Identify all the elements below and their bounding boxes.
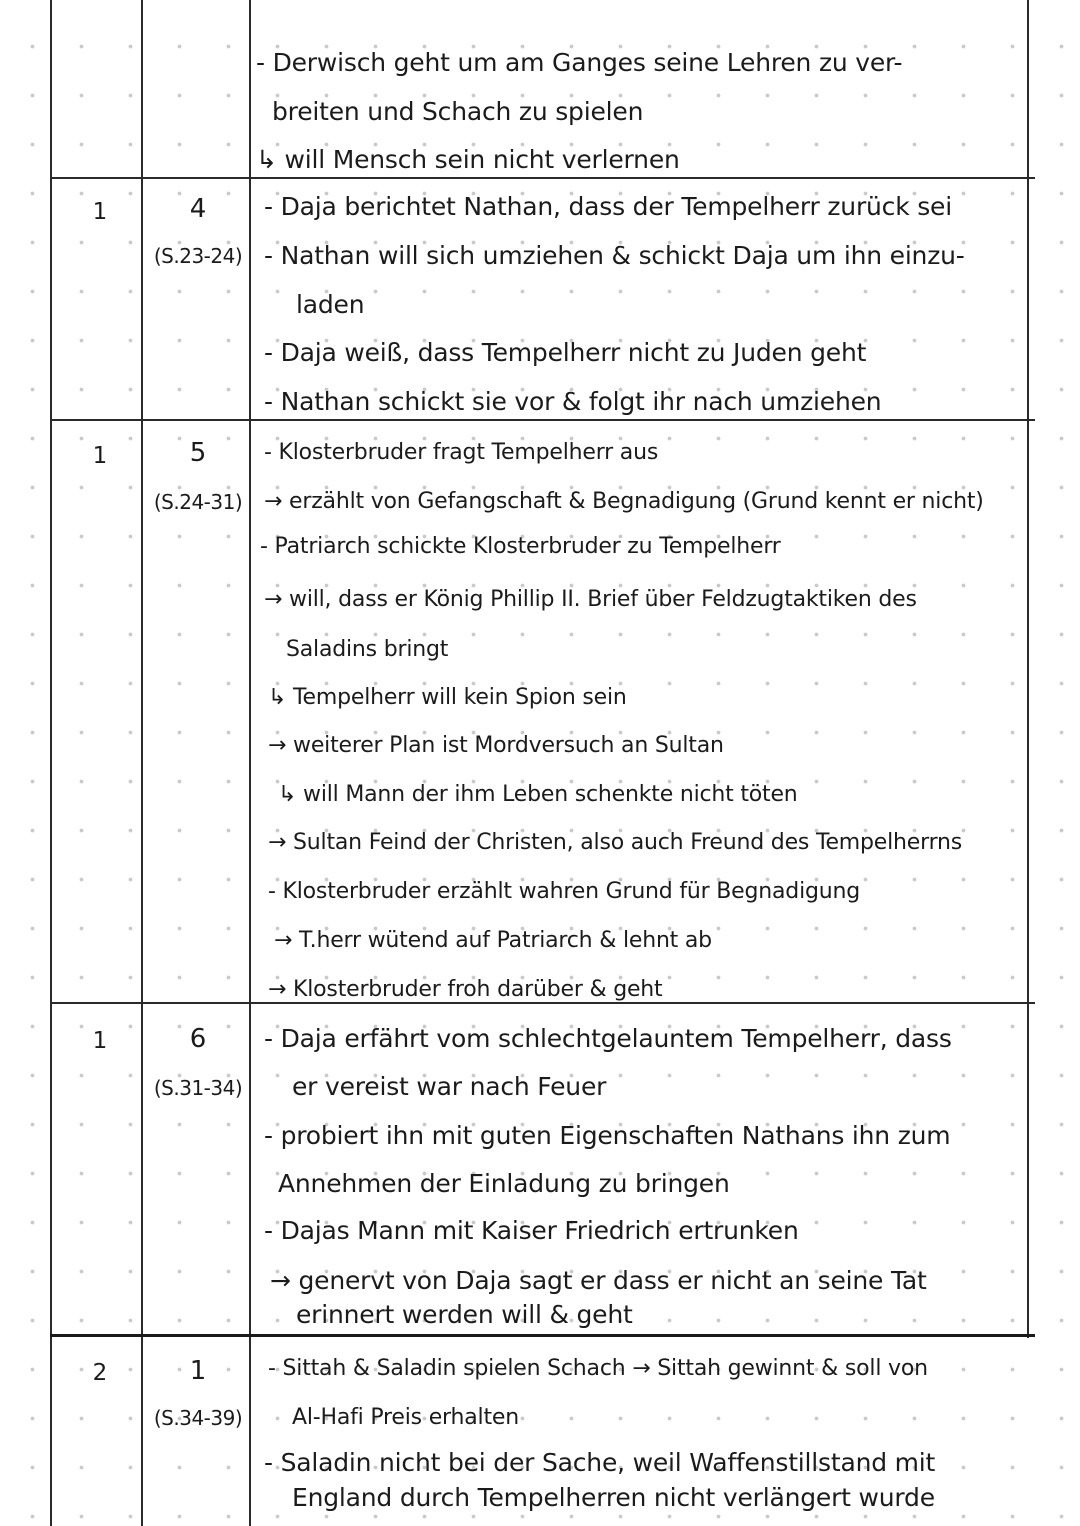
- summary-line: - Daja erfährt vom schlechtgelauntem Tempelherr, dass: [264, 1024, 952, 1053]
- act-number: 1: [92, 1028, 108, 1054]
- summary-line: → Klosterbruder froh darüber & geht: [268, 977, 663, 1002]
- page-range: (S.34-39): [153, 1406, 243, 1430]
- act-number: 2: [92, 1360, 108, 1386]
- page-range: (S.23-24): [153, 244, 243, 268]
- summary-line: ↳ Tempelherr will kein Spion sein: [268, 685, 627, 710]
- page-range: (S.24-31): [153, 490, 243, 514]
- summary-line: England durch Tempelherren nicht verlängert wurde: [292, 1483, 935, 1512]
- summary-line: - Nathan schickt sie vor & folgt ihr nach umziehen: [264, 387, 882, 416]
- column-divider-act: [141, 0, 143, 1526]
- act-number: 1: [92, 443, 108, 469]
- summary-line: laden: [296, 290, 365, 319]
- summary-line: Saladins bringt: [286, 637, 449, 662]
- summary-line: er vereist war nach Feuer: [292, 1072, 607, 1101]
- row-divider: [50, 1002, 1035, 1004]
- summary-line: ↳ will Mensch sein nicht verlernen: [256, 145, 680, 174]
- act-number: 1: [92, 199, 108, 225]
- summary-line: Annehmen der Einladung zu bringen: [278, 1169, 730, 1198]
- summary-line: - probiert ihn mit guten Eigenschaften Nathans ihn zum: [264, 1121, 951, 1150]
- summary-line: → Sultan Feind der Christen, also auch Freund des Tempelherrns: [268, 830, 963, 855]
- summary-line: → erzählt von Gefangschaft & Begnadigung (Grund kennt er nicht): [264, 489, 984, 514]
- summary-line: - Derwisch geht um am Ganges seine Lehren zu ver-: [256, 48, 903, 77]
- summary-line: ↳ will Mann der ihm Leben schenkte nicht töten: [278, 782, 798, 807]
- table-left-border: [50, 0, 52, 1526]
- page-range: (S.31-34): [153, 1076, 243, 1100]
- summary-line: - Nathan will sich umziehen & schickt Daja um ihn einzu-: [264, 241, 965, 270]
- summary-line: → will, dass er König Phillip II. Brief über Feldzugtaktiken des: [264, 587, 917, 612]
- row-divider: [50, 419, 1035, 421]
- summary-line: → T.herr wütend auf Patriarch & lehnt ab: [274, 928, 712, 953]
- summary-line: erinnert werden will & geht: [296, 1300, 633, 1329]
- summary-line: breiten und Schach zu spielen: [272, 97, 644, 126]
- summary-line: - Saladin nicht bei der Sache, weil Waffenstillstand mit: [264, 1448, 936, 1477]
- summary-line: Al-Hafi Preis erhalten: [292, 1405, 519, 1430]
- summary-line: → weiterer Plan ist Mordversuch an Sultan: [268, 733, 724, 758]
- column-divider-scene: [249, 0, 251, 1526]
- summary-line: - Klosterbruder fragt Tempelherr aus: [264, 440, 659, 465]
- summary-line: - Sittah & Saladin spielen Schach → Sittah gewinnt & soll von: [268, 1356, 928, 1381]
- summary-line: → genervt von Daja sagt er dass er nicht an seine Tat: [270, 1266, 927, 1295]
- summary-line: - Dajas Mann mit Kaiser Friedrich ertrunken: [264, 1216, 799, 1245]
- scene-number: 1: [189, 1356, 207, 1386]
- row-divider-act-boundary: [50, 1334, 1035, 1337]
- scene-number: 6: [189, 1024, 207, 1054]
- scene-number: 5: [189, 438, 207, 468]
- summary-line: - Daja weiß, dass Tempelherr nicht zu Juden geht: [264, 338, 867, 367]
- summary-line: - Patriarch schickte Klosterbruder zu Tempelherr: [260, 534, 781, 559]
- scene-number: 4: [189, 194, 207, 224]
- row-divider: [50, 177, 1035, 179]
- summary-line: - Klosterbruder erzählt wahren Grund für Begnadigung: [268, 879, 861, 904]
- summary-line: - Daja berichtet Nathan, dass der Tempelherr zurück sei: [264, 192, 952, 221]
